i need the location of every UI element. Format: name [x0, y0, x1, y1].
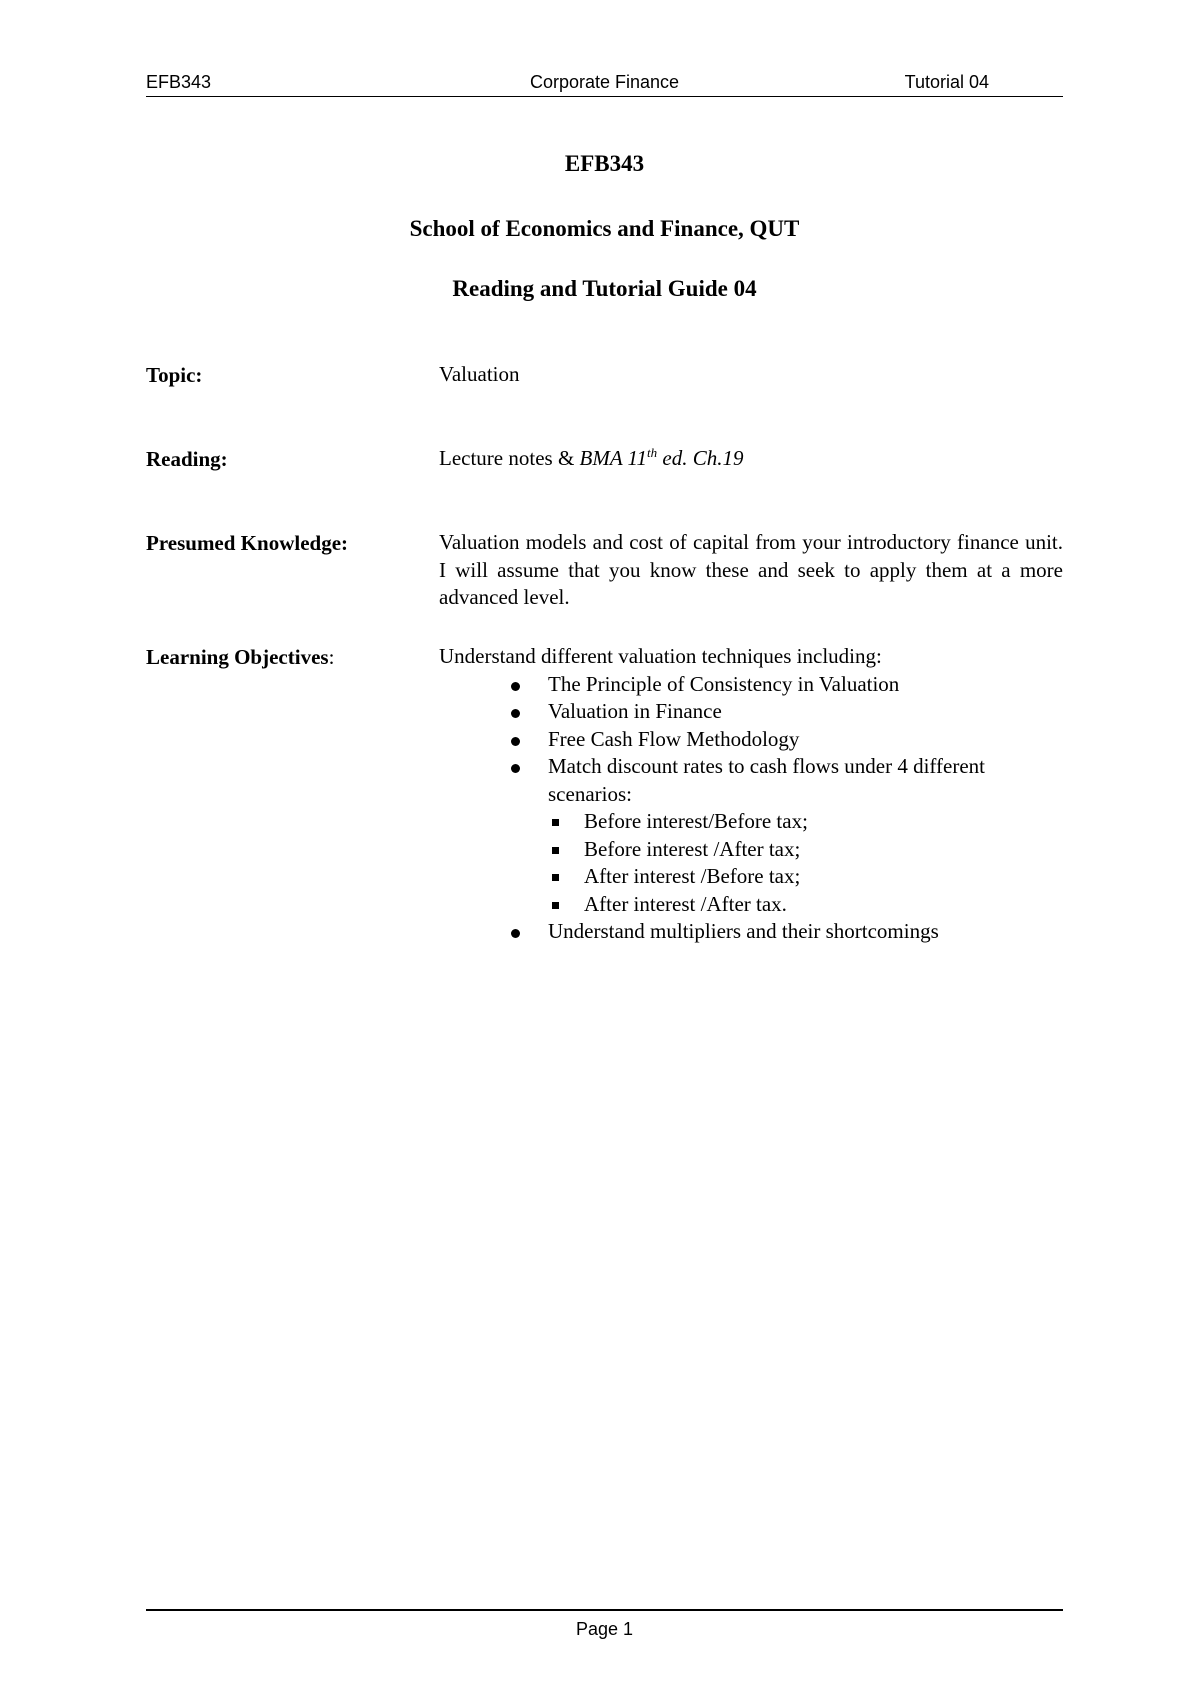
- topic-label: Topic:: [146, 363, 203, 387]
- learning-objectives-colon: :: [328, 645, 335, 669]
- square-bullet-icon: [552, 819, 559, 826]
- presumed-knowledge-label: Presumed Knowledge:: [146, 531, 349, 555]
- page-number: Page 1: [575, 1619, 634, 1639]
- header-course-code: EFB343: [146, 72, 212, 92]
- sublist-item: Before interest/Before tax;: [548, 808, 1063, 836]
- scenario-sublist: [548, 808, 1063, 918]
- document-title-school: School of Economics and Finance, QUT: [409, 216, 800, 241]
- reading-value: [439, 445, 1063, 473]
- list-item: Understand multipliers and their shortcomings: [439, 918, 1063, 946]
- list-item: Match discount rates to cash flows under 4 different scenarios: Before interest/Before tax; Before interest /After tax; After interest /Before tax; After interest /After tax.: [439, 753, 1063, 918]
- reading-prefix: Lecture notes &: [439, 446, 580, 470]
- objectives-list: [439, 671, 1063, 946]
- bullet-icon: [511, 929, 520, 938]
- sublist-item: After interest /After tax.: [548, 891, 1063, 919]
- document-title-code: EFB343: [564, 151, 645, 176]
- learning-objectives-label: [146, 643, 334, 671]
- header-tutorial-number: Tutorial 04: [904, 72, 989, 92]
- reading-book: BMA 11: [579, 446, 647, 470]
- square-bullet-icon: [552, 847, 559, 854]
- learning-objectives-content: [439, 643, 1063, 946]
- header-course-title: Corporate Finance: [529, 72, 680, 92]
- sublist-item: Before interest /After tax;: [548, 836, 1063, 864]
- list-item: Free Cash Flow Methodology: [439, 726, 1063, 754]
- square-bullet-icon: [552, 902, 559, 909]
- bullet-icon: [511, 682, 520, 691]
- running-header: [146, 70, 1063, 97]
- objectives-intro: Understand different valuation techniques including:: [439, 644, 882, 668]
- presumed-knowledge-value: Valuation models and cost of capital from your introductory finance unit. I will assume that you know these and seek to apply them at a more advanced level.: [439, 530, 1063, 609]
- list-item: The Principle of Consistency in Valuation: [439, 671, 1063, 699]
- topic-value: Valuation: [439, 362, 520, 386]
- reading-book-suffix: ed. Ch.19: [657, 446, 744, 470]
- document-title-guide: Reading and Tutorial Guide 04: [452, 276, 757, 301]
- bullet-icon: [511, 737, 520, 746]
- running-footer: [146, 1609, 1063, 1641]
- reading-label: Reading:: [146, 447, 228, 471]
- bullet-icon: [511, 764, 520, 773]
- reading-book-sup: th: [647, 445, 658, 460]
- list-item: Valuation in Finance: [439, 698, 1063, 726]
- bullet-icon: [511, 709, 520, 718]
- learning-objectives-label-text: Learning Objectives: [146, 645, 329, 669]
- sublist-item: After interest /Before tax;: [548, 863, 1063, 891]
- square-bullet-icon: [552, 874, 559, 881]
